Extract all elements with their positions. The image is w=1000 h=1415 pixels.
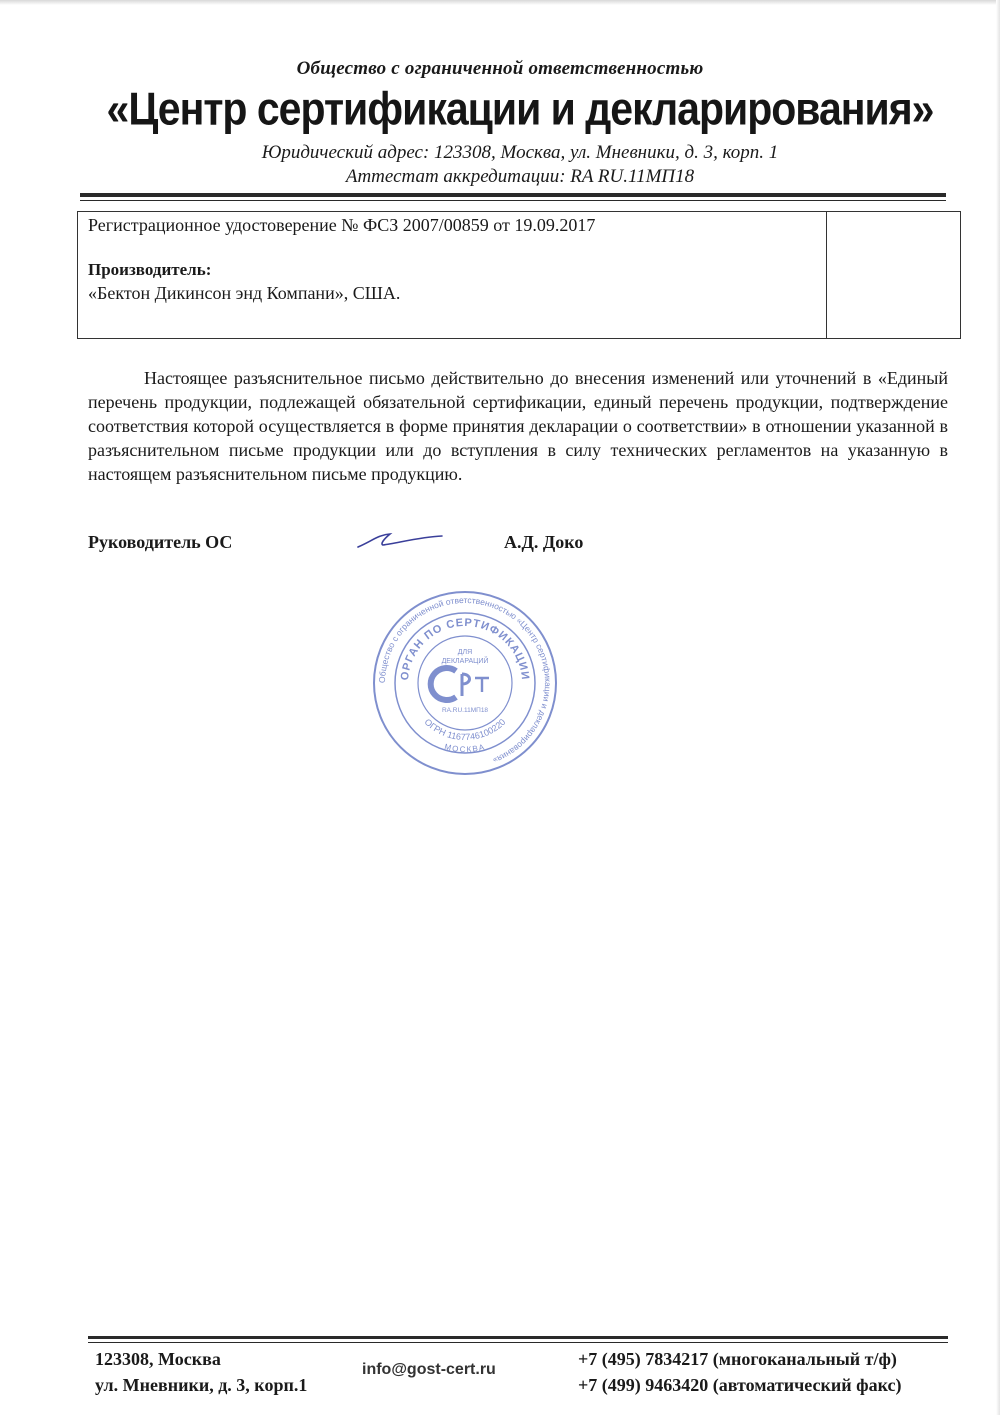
registration-box (77, 211, 961, 339)
stamp-city: МОСКВА (443, 742, 487, 755)
stamp-inner-top-text: ОРГАН ПО СЕРТИФИКАЦИИ (398, 616, 532, 681)
manufacturer-value: «Бектон Дикинсон энд Компани», США. (88, 283, 401, 303)
stamp-outer-text: Общество с ограниченной ответственностью «Центр сертификации и декларирования» (376, 594, 554, 766)
org-name: «Центр сертификации и декларирования» (106, 83, 934, 135)
registration-certificate: Регистрационное удостоверение № ФСЗ 2007/00859 от 19.09.2017 (88, 215, 596, 235)
header-rule-thin (80, 200, 946, 201)
org-address: Юридический адрес: 123308, Москва, ул. Мневники, д. 3, корп. 1 (261, 142, 779, 163)
stamp-label-line1: ДЛЯ (457, 649, 473, 656)
org-accreditation: Аттестат аккредитации: RA RU.11МП18 (345, 166, 695, 187)
stamp-accreditation: RA.RU.11МП18 (441, 707, 489, 714)
footer-phone-fax: +7 (499) 9463420 (автоматический факс) (578, 1375, 902, 1395)
signer-name: А.Д. Доко (504, 532, 584, 552)
footer-street: ул. Мневники, д. 3, корп.1 (95, 1375, 308, 1395)
page-edge-right (996, 0, 1000, 1415)
stamp-label-line2: ДЕКЛАРАЦИЙ (441, 658, 489, 665)
registration-box-divider (826, 212, 827, 338)
org-type: Общество с ограниченной ответственностью (296, 58, 704, 79)
footer-rule-thick (88, 1336, 948, 1339)
pct-conformity-mark (431, 668, 489, 700)
page-edge-top (0, 0, 1000, 5)
header-rule-thick (80, 193, 946, 197)
signer-title: Руководитель ОС (88, 532, 233, 552)
footer-city: 123308, Москва (95, 1349, 221, 1369)
footer-email: info@gost-cert.ru (362, 1361, 496, 1378)
svg-text:МОСКВА (443, 742, 486, 754)
handwritten-signature (350, 525, 450, 555)
footer-phone-main: +7 (495) 7834217 (многоканальный т/ф) (578, 1349, 897, 1369)
footer-rule-thin (88, 1342, 948, 1343)
stamp-ogrn: ОГРН 1167746100220 (422, 716, 508, 743)
body-paragraph: Настоящее разъяснительное письмо действительно до внесения изменений или уточнений в «Единый перечень продукции, подлежащей обязательной сертификации, единый перечень продукции, подтверждение соответствия которой осуществляется в форме принятия декларации о соответствии» в отношении указанной в разъяснительном письме продукции или до вступления в силу технических регламентов на указанную в настоящем разъяснительном письме продукцию. (88, 368, 948, 484)
organization-stamp (370, 588, 560, 778)
manufacturer-label: Производитель: (88, 260, 212, 279)
